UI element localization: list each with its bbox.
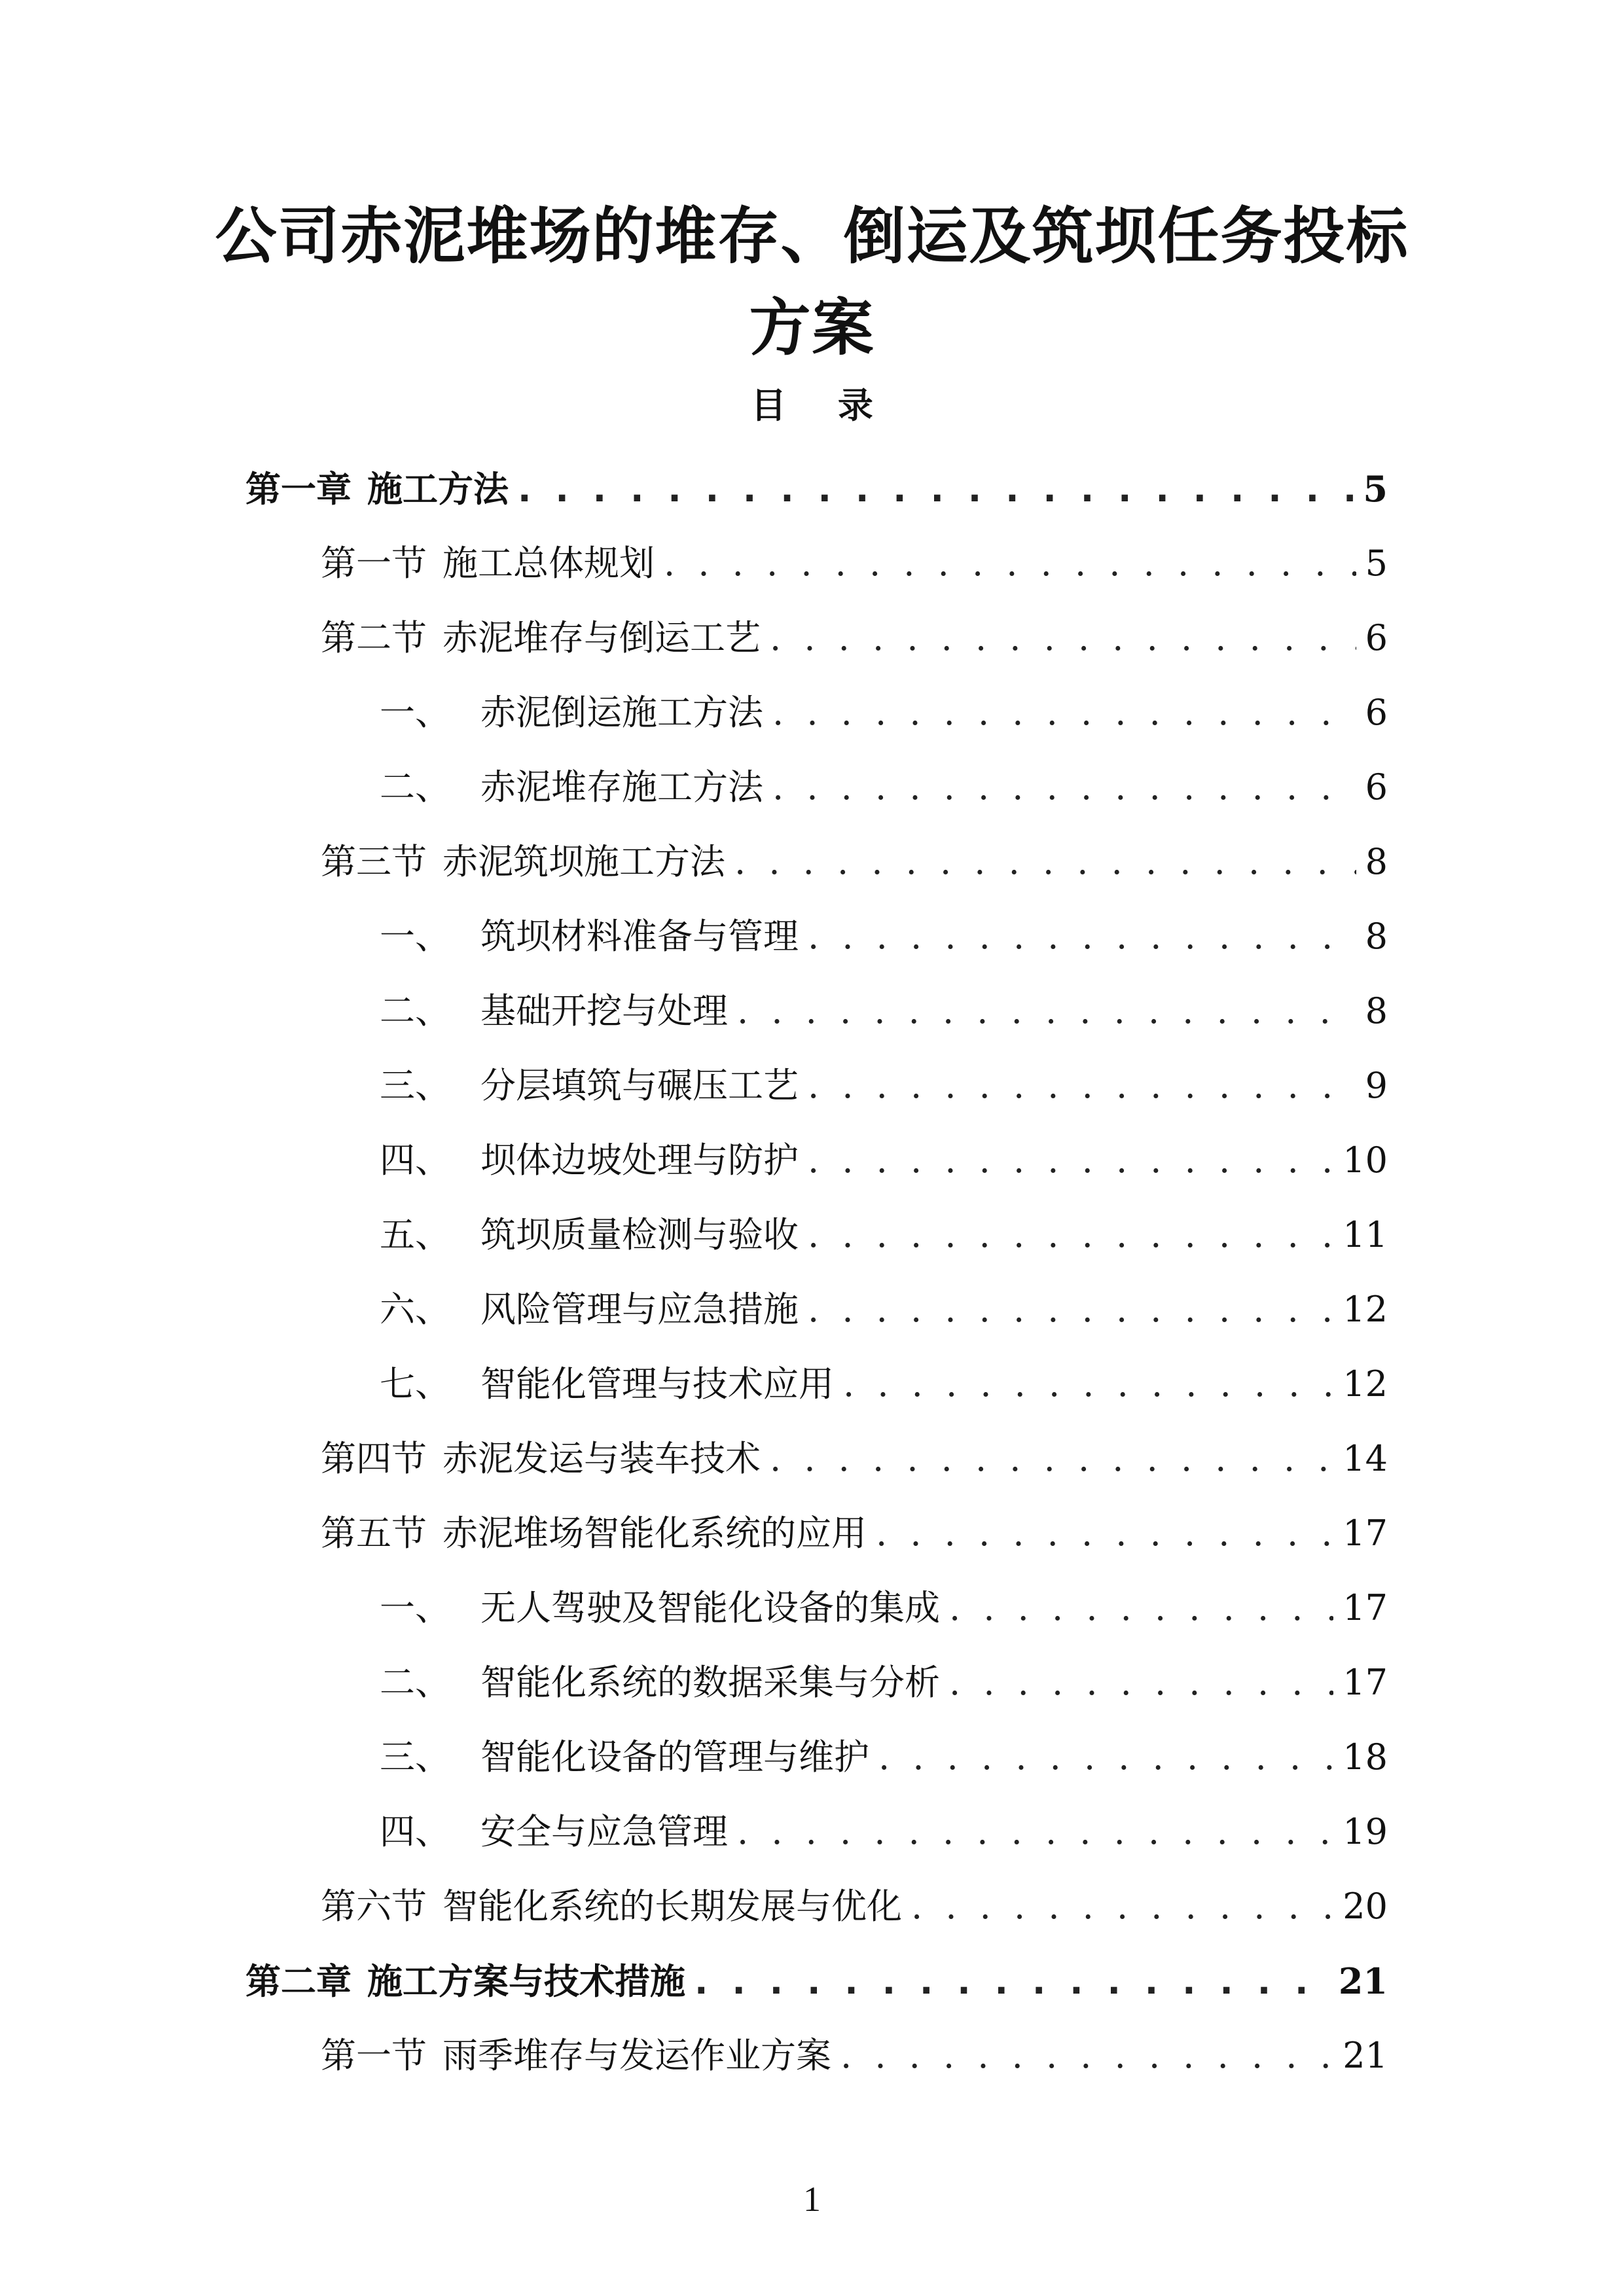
toc-entry-number: 一、 (380, 1587, 450, 1628)
toc-entry[interactable] (245, 1795, 1388, 1869)
toc-entry-page: 19 (1343, 1811, 1388, 1852)
toc-entry-page: 6 (1365, 766, 1388, 808)
toc-entry-title: 赤泥堆场智能化系统的应用 (442, 1513, 867, 1554)
toc-entry-number: 六、 (380, 1289, 450, 1330)
toc-entry[interactable] (245, 1347, 1388, 1422)
toc-heading: 目 录 (751, 385, 893, 426)
toc-entry-page: 21 (1343, 2035, 1388, 2076)
toc-entry-title: 赤泥堆存施工方法 (480, 766, 763, 808)
toc-dot-leader (949, 1571, 1333, 1645)
toc-entry-title: 筑坝材料准备与管理 (480, 916, 799, 957)
toc-entry-title: 施工总体规划 (442, 543, 655, 584)
toc-entry-number: 四、 (380, 1139, 450, 1181)
toc-entry-page: 6 (1365, 617, 1388, 658)
toc-entry[interactable] (245, 825, 1388, 899)
toc-entry-number: 五、 (380, 1214, 450, 1255)
toc-entry-page: 17 (1343, 1513, 1388, 1554)
toc-entry-number: 二、 (380, 766, 450, 808)
toc-entry-title: 安全与应急管理 (480, 1811, 728, 1852)
toc-entry[interactable] (245, 675, 1388, 750)
toc-entry[interactable] (245, 601, 1388, 675)
toc-entry[interactable] (245, 1123, 1388, 1198)
document-title-line-2: 方案 (749, 293, 875, 364)
toc-entry[interactable] (245, 526, 1388, 601)
toc-dot-leader (878, 1720, 1333, 1795)
toc-entry[interactable] (245, 1422, 1388, 1496)
toc-entry-number: 第一节 (321, 543, 427, 584)
toc-entry-number: 第二章 (245, 1961, 352, 2002)
toc-entry[interactable] (245, 1944, 1388, 2018)
toc-entry[interactable] (245, 1198, 1388, 1272)
toc-entry[interactable] (245, 452, 1388, 526)
toc-entry-title: 赤泥倒运施工方法 (480, 692, 763, 733)
toc-entry-number: 七、 (380, 1363, 450, 1405)
toc-entry-page: 8 (1365, 841, 1388, 882)
toc-entry-page: 12 (1343, 1289, 1388, 1330)
toc-entry-title: 风险管理与应急措施 (480, 1289, 799, 1330)
toc-entry-title: 智能化系统的长期发展与优化 (442, 1886, 902, 1927)
toc-entry-title: 施工方案与技术措施 (367, 1961, 685, 2002)
toc-dot-leader (843, 1347, 1333, 1422)
toc-entry[interactable] (245, 2018, 1388, 2093)
toc-entry[interactable] (245, 750, 1388, 825)
toc-entry[interactable] (245, 1049, 1388, 1123)
toc-entry-title: 坝体边坡处理与防护 (480, 1139, 799, 1181)
toc-entry-title: 基础开挖与处理 (480, 990, 728, 1031)
toc-entry-number: 第六节 (321, 1886, 427, 1927)
toc-entry-number: 第三节 (321, 841, 427, 882)
toc-entry-title: 赤泥堆存与倒运工艺 (442, 617, 761, 658)
toc-dot-leader (695, 1945, 1329, 2019)
toc-entry-title: 分层填筑与碾压工艺 (480, 1065, 799, 1106)
toc-entry-page: 20 (1343, 1886, 1388, 1927)
toc-entry-page: 5 (1365, 543, 1388, 584)
toc-entry-title: 智能化设备的管理与维护 (480, 1736, 869, 1778)
toc-dot-leader (664, 526, 1356, 601)
toc-entry-number: 第四节 (321, 1438, 427, 1479)
toc-dot-leader (808, 1123, 1333, 1198)
toc-entry-number: 第一节 (321, 2035, 427, 2076)
toc-dot-leader (770, 601, 1356, 675)
toc-entry-number: 三、 (380, 1065, 450, 1106)
toc-dot-leader (840, 2018, 1333, 2093)
toc-entry-title: 智能化管理与技术应用 (480, 1363, 834, 1405)
toc-entry-number: 四、 (380, 1811, 450, 1852)
toc-entry-page: 8 (1365, 990, 1388, 1031)
page-number: 1 (803, 2179, 821, 2219)
toc-entry-number: 一、 (380, 916, 450, 957)
toc-entry[interactable] (245, 1645, 1388, 1720)
toc-entry-title: 智能化系统的数据采集与分析 (480, 1662, 940, 1703)
toc-entry-page: 14 (1343, 1438, 1388, 1479)
toc-entry-number: 第二节 (321, 617, 427, 658)
toc-entry[interactable] (245, 1720, 1388, 1795)
toc-dot-leader (772, 675, 1356, 750)
document-title-line-1: 公司赤泥堆场的堆存、倒运及筑坝任务投标 (215, 201, 1409, 272)
toc-dot-leader (518, 452, 1354, 527)
toc-entry-page: 10 (1343, 1139, 1388, 1181)
toc-entry[interactable] (245, 1272, 1388, 1347)
toc-entry-page: 11 (1343, 1214, 1388, 1255)
toc-entry[interactable] (245, 974, 1388, 1049)
toc-dot-leader (911, 1869, 1333, 1944)
toc-entry-title: 雨季堆存与发运作业方案 (442, 2035, 831, 2076)
toc-entry-page: 5 (1363, 468, 1388, 510)
toc-dot-leader (734, 825, 1356, 899)
toc-entry[interactable] (245, 1571, 1388, 1645)
toc-entry-title: 赤泥筑坝施工方法 (442, 841, 725, 882)
toc-dot-leader (808, 1198, 1333, 1272)
toc-entry-number: 第一章 (245, 469, 352, 510)
toc-dot-leader (772, 750, 1356, 825)
toc-entry-page: 17 (1343, 1587, 1388, 1628)
toc-entry-number: 一、 (380, 692, 450, 733)
toc-entry-page: 9 (1365, 1065, 1388, 1106)
toc-entry-page: 17 (1343, 1662, 1388, 1703)
toc-entry-page: 8 (1365, 916, 1388, 957)
toc-entry[interactable] (245, 1869, 1388, 1944)
toc-entry-page: 12 (1343, 1363, 1388, 1405)
toc-entry-number: 二、 (380, 1662, 450, 1703)
table-of-contents (245, 452, 1388, 2093)
toc-dot-leader (737, 974, 1356, 1049)
toc-entry-page: 21 (1338, 1960, 1388, 2002)
toc-entry-title: 赤泥发运与装车技术 (442, 1438, 761, 1479)
toc-entry[interactable] (245, 1496, 1388, 1571)
toc-dot-leader (808, 1049, 1356, 1123)
toc-dot-leader (770, 1422, 1333, 1496)
toc-entry-page: 18 (1343, 1736, 1388, 1778)
toc-entry-number: 第五节 (321, 1513, 427, 1554)
toc-dot-leader (876, 1496, 1333, 1571)
toc-dot-leader (949, 1645, 1333, 1720)
toc-entry-title: 施工方法 (367, 469, 509, 510)
toc-dot-leader (808, 899, 1356, 974)
toc-dot-leader (808, 1272, 1333, 1347)
toc-entry-number: 三、 (380, 1736, 450, 1778)
toc-entry-page: 6 (1365, 692, 1388, 733)
toc-entry-title: 筑坝质量检测与验收 (480, 1214, 799, 1255)
toc-dot-leader (737, 1795, 1333, 1869)
toc-entry-title: 无人驾驶及智能化设备的集成 (480, 1587, 940, 1628)
toc-entry-number: 二、 (380, 990, 450, 1031)
toc-entry[interactable] (245, 899, 1388, 974)
